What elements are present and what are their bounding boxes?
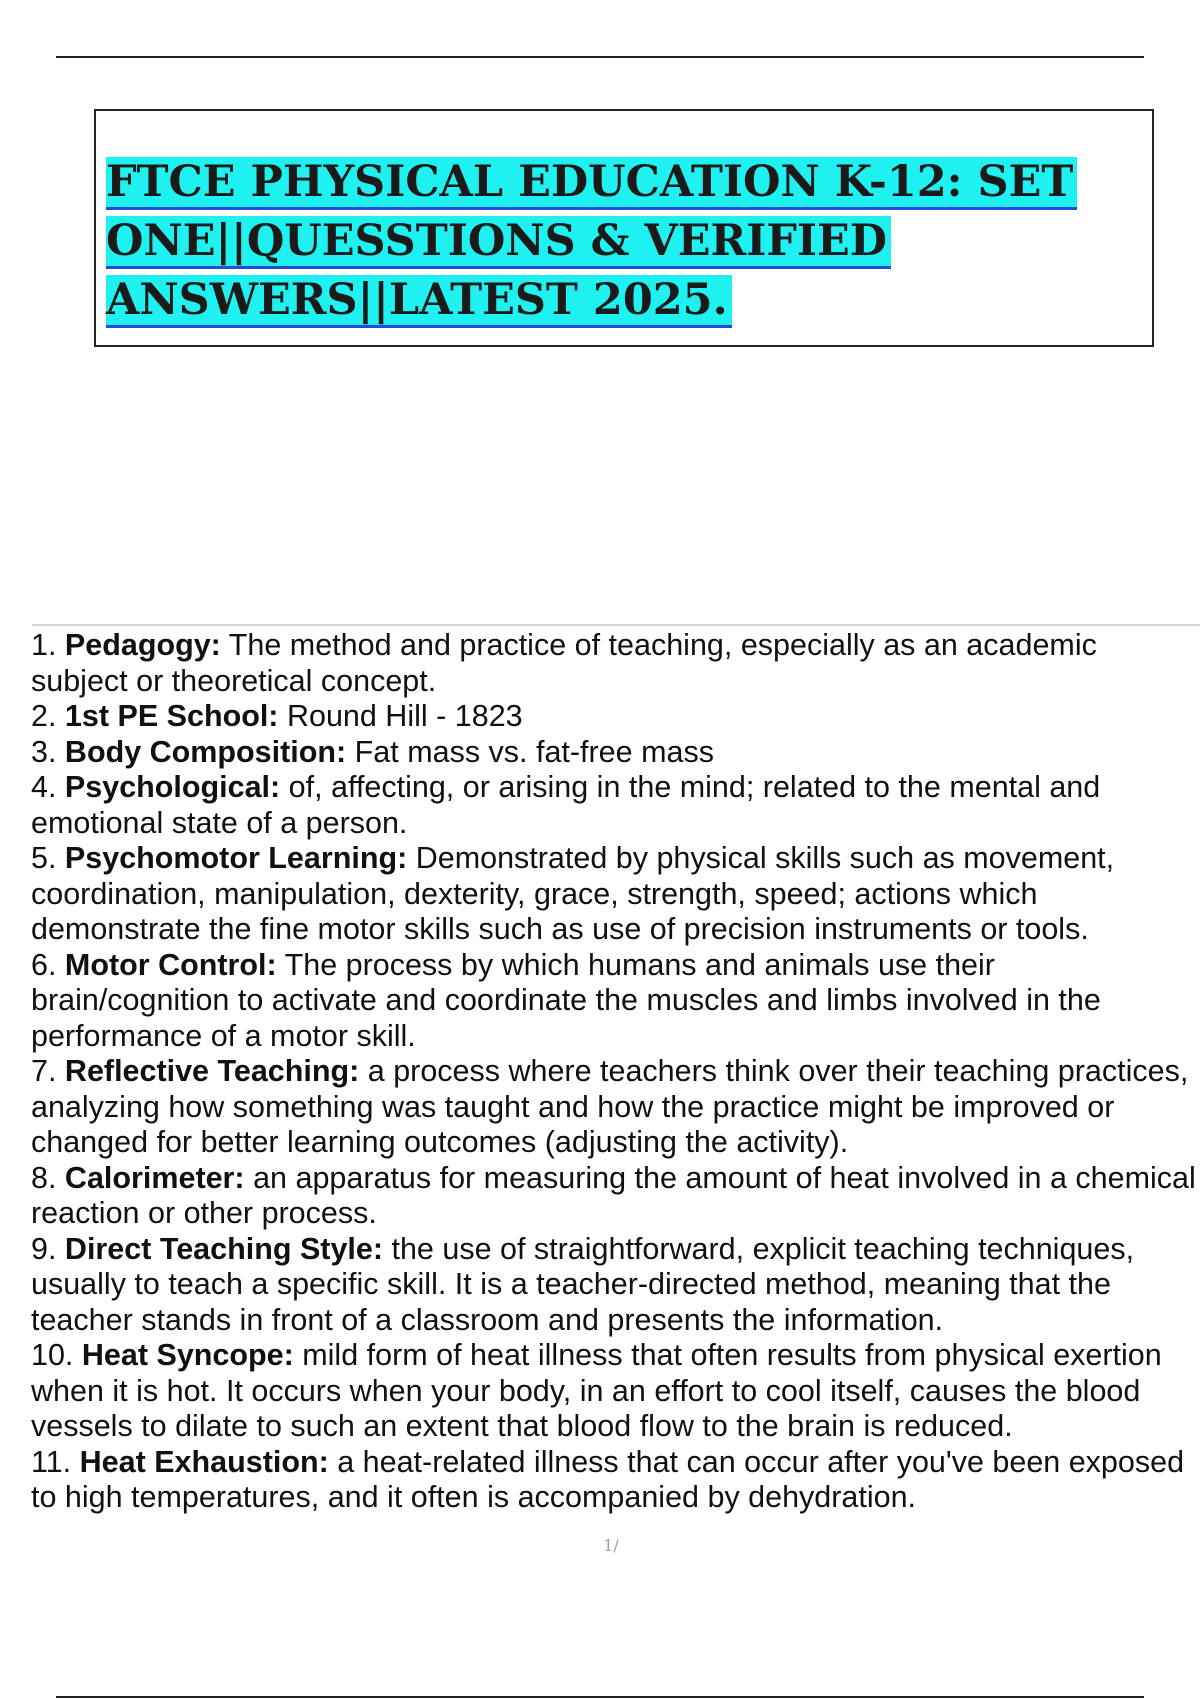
list-item bbox=[31, 628, 1200, 699]
item-term: Direct Teaching Style: bbox=[64, 1231, 383, 1266]
item-term: 1st PE School: bbox=[64, 699, 279, 733]
list-item bbox=[31, 699, 1200, 735]
item-number: 6. bbox=[31, 947, 57, 982]
item-number: 11. bbox=[31, 1444, 72, 1479]
list-item bbox=[31, 1232, 1200, 1339]
item-definition: mild form of heat illness that often results from physical exertion when it is hot. It occurs when your body, in an effort to cool itself, causes the blood vessels to dilate to such an extent that blood flow to the brain is reduced. bbox=[31, 1338, 1162, 1443]
title-line-2: ONE||QUESSTIONS & VERIFIED bbox=[106, 216, 891, 269]
item-number: 10. bbox=[31, 1338, 74, 1372]
item-number: 2. bbox=[31, 699, 57, 733]
item-definition: an apparatus for measuring the amount of heat involved in a chemical reaction or other process. bbox=[31, 1160, 1196, 1230]
top-rule bbox=[56, 56, 1144, 58]
list-item bbox=[31, 1054, 1200, 1161]
item-term: Pedagogy: bbox=[64, 628, 221, 662]
list-item bbox=[31, 735, 1200, 771]
item-number: 3. bbox=[31, 734, 57, 769]
item-definition: a heat-related illness that can occur after you've been exposed to high temperatures, and it often is accompanied by dehydration. bbox=[31, 1444, 1185, 1514]
item-number: 8. bbox=[31, 1160, 57, 1195]
section-divider bbox=[32, 624, 1200, 626]
item-number: 9. bbox=[31, 1231, 57, 1266]
item-definition: of, affecting, or arising in the mind; related to the mental and emotional state of a person. bbox=[31, 770, 1101, 840]
item-term: Heat Syncope: bbox=[81, 1338, 294, 1372]
item-definition: the use of straightforward, explicit teaching techniques, usually to teach a specific skill. It is a teacher-directed method, meaning that the teacher stands in front of a classroom and presents the information. bbox=[31, 1231, 1135, 1337]
item-term: Body Composition: bbox=[64, 734, 347, 769]
qa-list bbox=[31, 628, 1200, 1516]
item-number: 5. bbox=[31, 841, 57, 875]
item-term: Heat Exhaustion: bbox=[79, 1444, 329, 1479]
list-item bbox=[31, 841, 1200, 948]
item-definition: The method and practice of teaching, especially as an academic subject or theoretical concept. bbox=[31, 628, 1097, 698]
title-line-3: ANSWERS||LATEST 2025. bbox=[106, 275, 732, 328]
bottom-rule bbox=[56, 1696, 1144, 1698]
item-term: Motor Control: bbox=[64, 947, 277, 982]
item-definition: Round Hill - 1823 bbox=[286, 699, 523, 733]
list-item bbox=[31, 770, 1200, 841]
title-box bbox=[94, 109, 1154, 347]
item-number: 1. bbox=[31, 628, 57, 662]
list-item bbox=[31, 1445, 1200, 1516]
item-term: Calorimeter: bbox=[64, 1160, 245, 1195]
item-term: Reflective Teaching: bbox=[64, 1054, 360, 1088]
item-definition: Demonstrated by physical skills such as movement, coordination, manipulation, dexterity, grace, strength, speed; actions which demonstrate the fine motor skills such as use of precision instruments or tools. bbox=[31, 841, 1115, 946]
page-number: 1/ bbox=[603, 1536, 619, 1555]
list-item bbox=[31, 948, 1200, 1055]
item-term: Psychomotor Learning: bbox=[64, 841, 408, 875]
item-definition: The process by which humans and animals use their brain/cognition to activate and coordinate the muscles and limbs involved in the performance of a motor skill. bbox=[31, 947, 1101, 1053]
list-item bbox=[31, 1161, 1200, 1232]
item-definition: Fat mass vs. fat-free mass bbox=[354, 734, 714, 769]
item-term: Psychological: bbox=[64, 770, 281, 804]
list-item bbox=[31, 1338, 1200, 1445]
title-line-1: FTCE PHYSICAL EDUCATION K-12: SET bbox=[106, 157, 1077, 210]
item-number: 4. bbox=[31, 770, 57, 804]
document-title bbox=[106, 155, 1106, 332]
item-definition: a process where teachers think over their teaching practices, analyzing how something was taught and how the practice might be improved or changed for better learning outcomes (adjusting the activity). bbox=[31, 1054, 1189, 1159]
item-number: 7. bbox=[31, 1054, 57, 1088]
